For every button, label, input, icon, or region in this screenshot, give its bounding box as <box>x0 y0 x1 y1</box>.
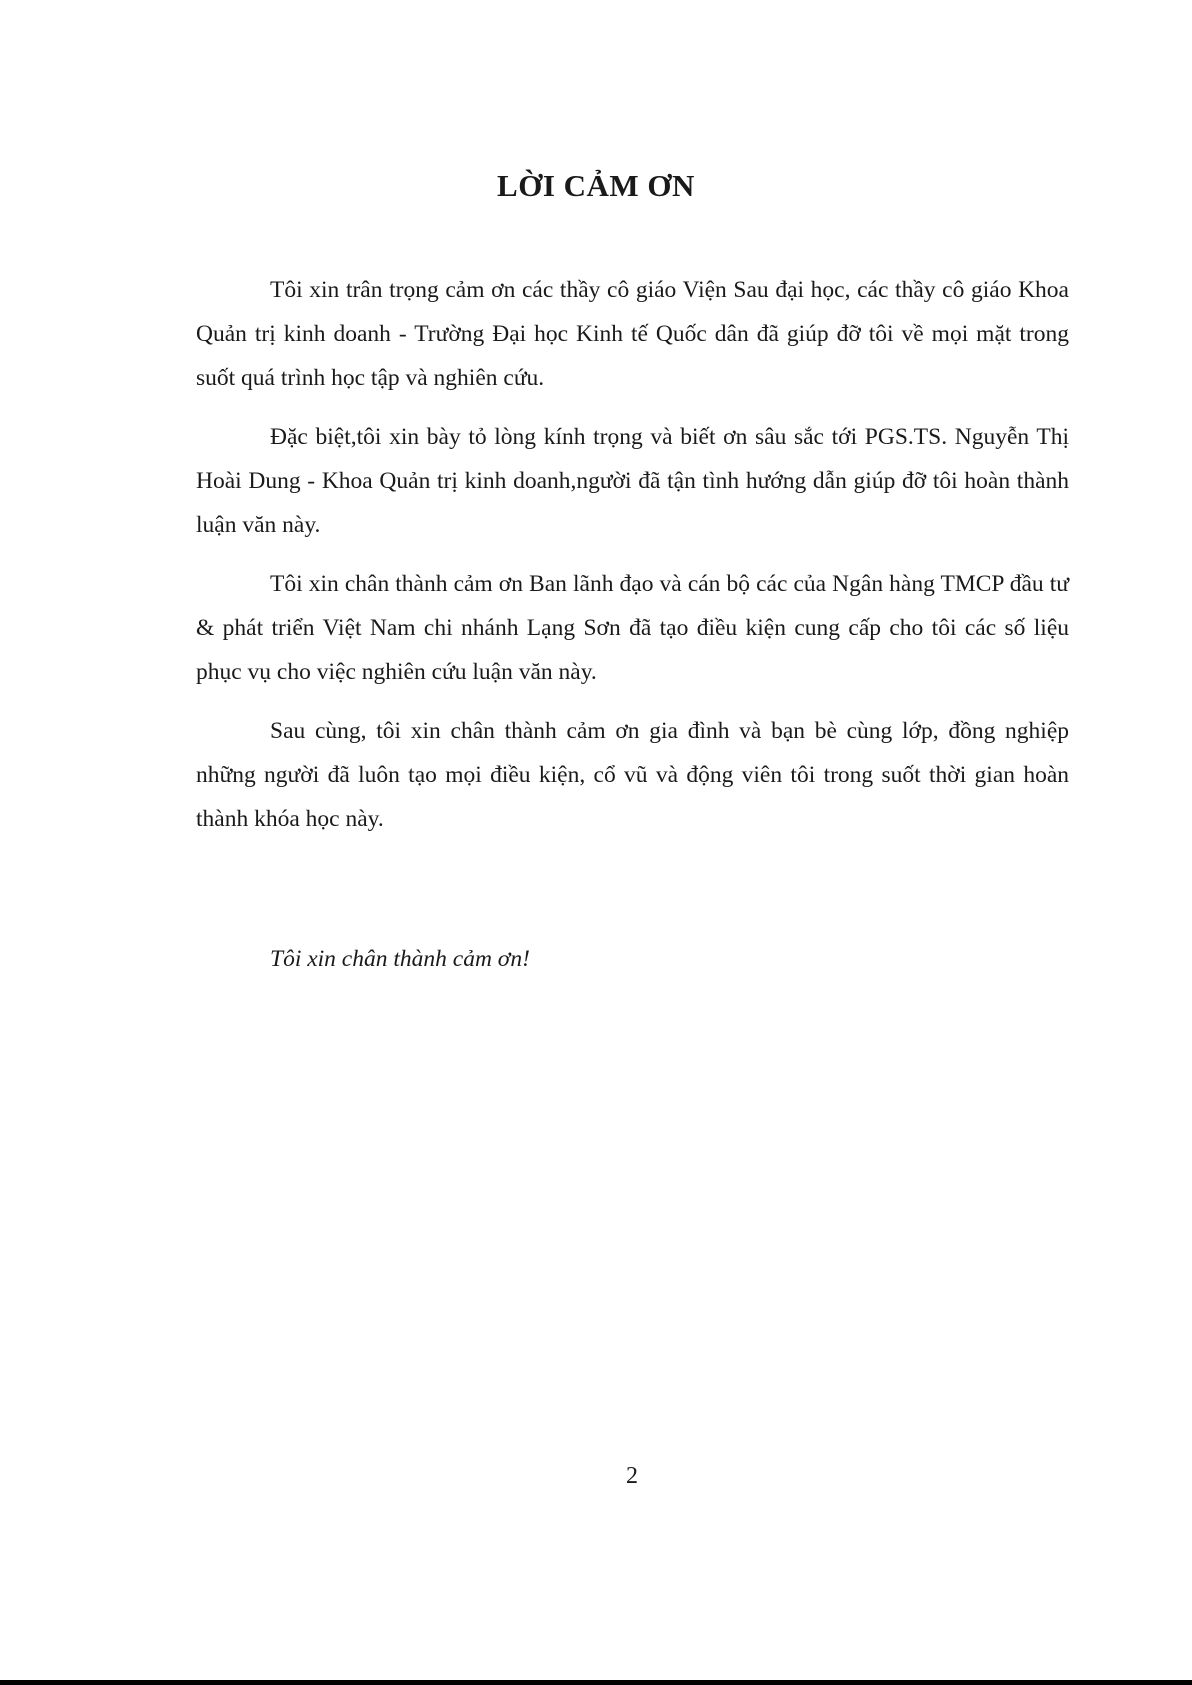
paragraph-2: Đặc biệt,tôi xin bày tỏ lòng kính trọng và biết ơn sâu sắc tới PGS.TS. Nguyễn Thị Hoài Dung - Khoa Quản trị kinh doanh,người đã tận tình hướng dẫn giúp đỡ tôi hoàn thành luận văn này. <box>196 424 1069 538</box>
closing-line: Tôi xin chân thành cảm ơn! <box>270 946 530 972</box>
paragraph-1: Tôi xin trân trọng cảm ơn các thầy cô giáo Viện Sau đại học, các thầy cô giáo Khoa Quản trị kinh doanh - Trường Đại học Kinh tế Quốc dân đã giúp đỡ tôi về mọi mặt trong suốt quá trình học tập và nghiên cứu. <box>196 277 1069 391</box>
page-title: LỜI CẢM ƠN <box>497 168 695 203</box>
bottom-border <box>0 1680 1192 1685</box>
paragraph-4: Sau cùng, tôi xin chân thành cảm ơn gia đình và bạn bè cùng lớp, đồng nghiệp những người đã luôn tạo mọi điều kiện, cổ vũ và động viên tôi trong suốt thời gian hoàn thành khóa học này. <box>196 718 1069 832</box>
paragraph-3: Tôi xin chân thành cảm ơn Ban lãnh đạo và cán bộ các của Ngân hàng TMCP đầu tư & phát triển Việt Nam chi nhánh Lạng Sơn đã tạo điều kiện cung cấp cho tôi các số liệu phục vụ cho việc nghiên cứu luận văn này. <box>196 571 1069 685</box>
page-number: 2 <box>626 1463 638 1489</box>
acknowledgement-body <box>196 268 1069 856</box>
